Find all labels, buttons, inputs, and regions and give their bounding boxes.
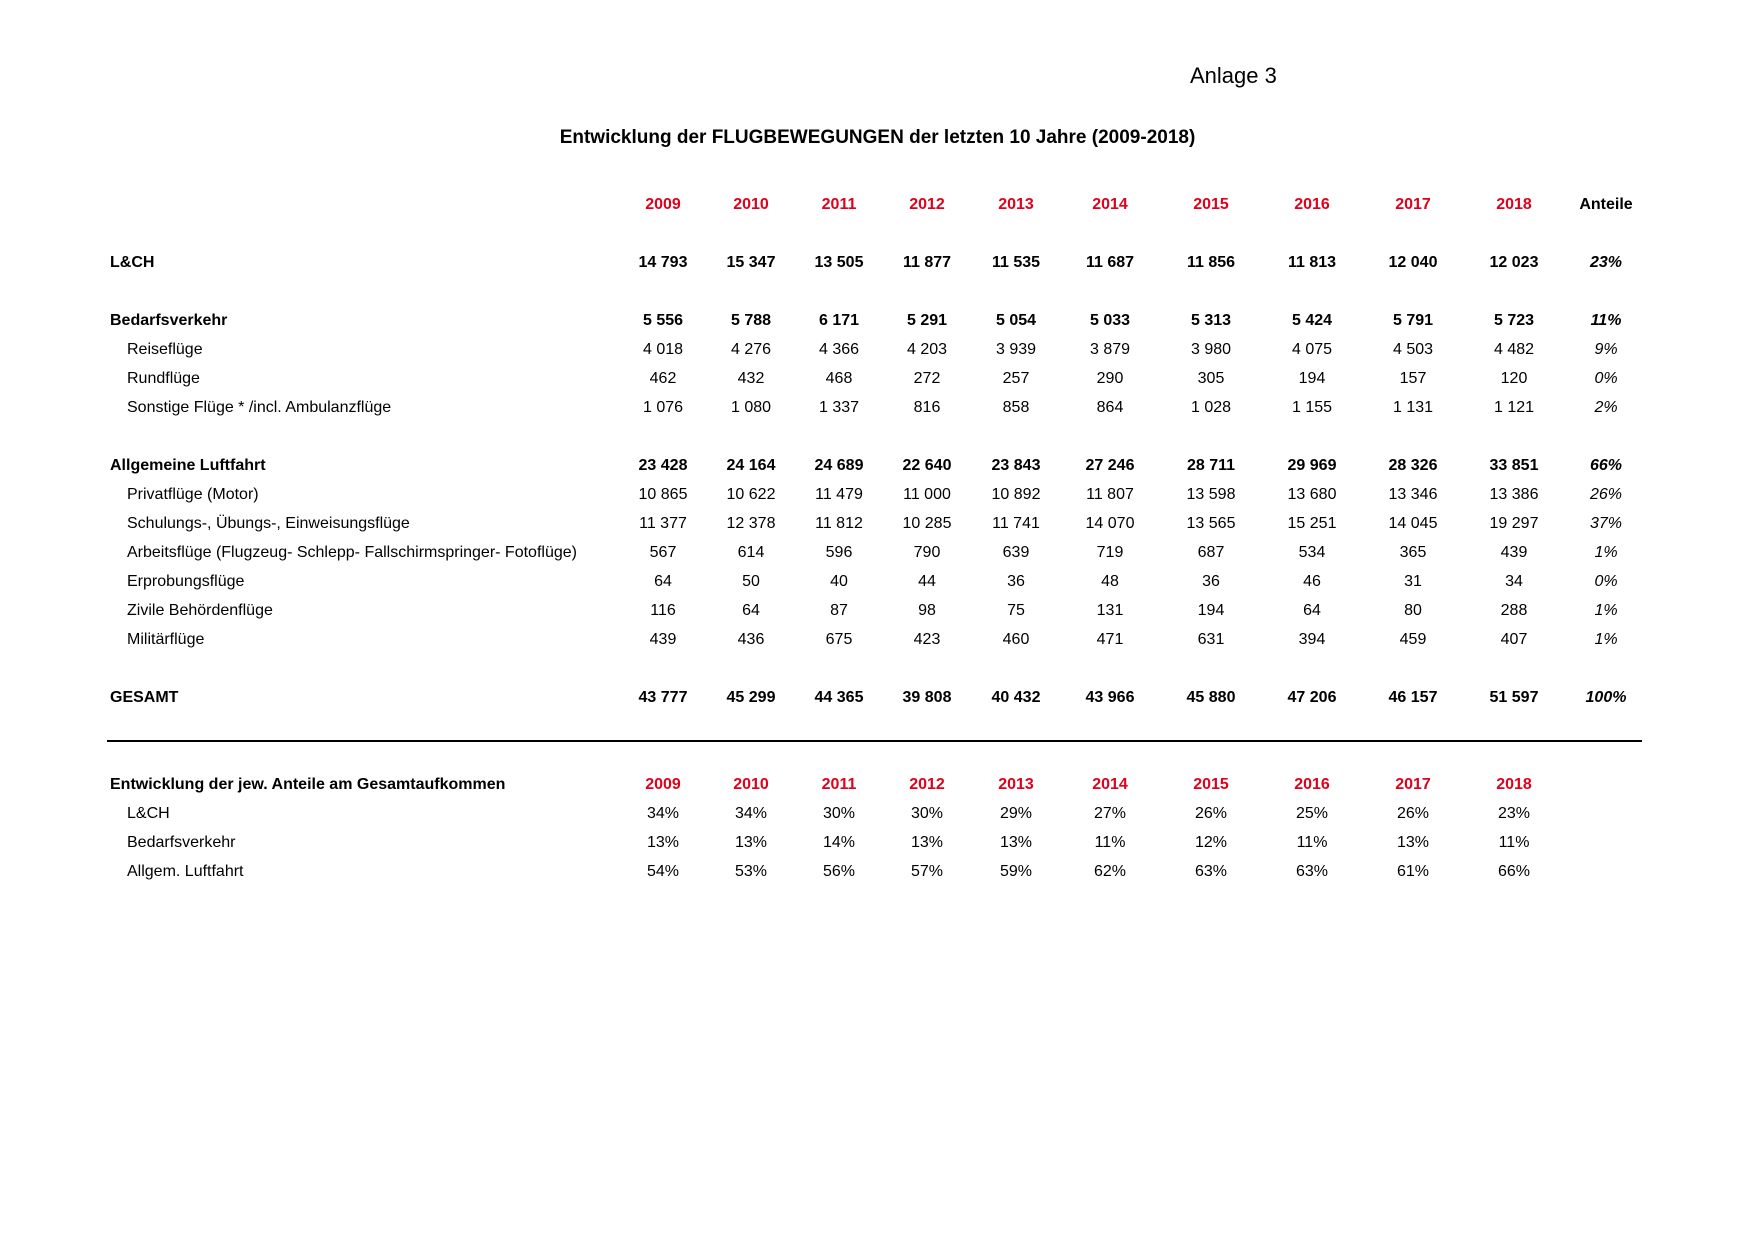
year-header: 2009: [645, 196, 681, 213]
value-cell: 39 808: [902, 689, 952, 706]
value-cell: 64: [742, 602, 760, 619]
percent-cell: 66%: [1497, 863, 1531, 880]
value-cell: 460: [1002, 631, 1030, 648]
value-cell: 131: [1096, 602, 1124, 619]
year-header: 2015: [1193, 776, 1229, 793]
subcategory-row: [0, 628, 1755, 652]
value-cell: 64: [1303, 602, 1321, 619]
share-header-row: [0, 773, 1755, 797]
row-label: L&CH: [127, 805, 170, 822]
value-cell: 6 171: [818, 312, 860, 329]
year-header: 2011: [821, 196, 857, 213]
percent-cell: 54%: [646, 863, 680, 880]
share-cell: 26%: [1589, 486, 1623, 503]
value-cell: 10 865: [638, 486, 688, 503]
value-cell: 64: [654, 573, 672, 590]
value-cell: 14 793: [638, 254, 688, 271]
row-label: GESAMT: [110, 689, 179, 706]
share-cell: 1%: [1594, 602, 1618, 619]
share-cell: 37%: [1589, 515, 1623, 532]
value-cell: 19 297: [1489, 515, 1539, 532]
percent-cell: 53%: [734, 863, 768, 880]
share-cell: 2%: [1594, 399, 1618, 416]
value-cell: 36: [1007, 573, 1025, 590]
percent-cell: 13%: [646, 834, 680, 851]
percent-cell: 13%: [734, 834, 768, 851]
value-cell: 272: [913, 370, 941, 387]
value-cell: 468: [825, 370, 853, 387]
value-cell: 11 813: [1287, 254, 1337, 271]
value-cell: 15 347: [726, 254, 776, 271]
value-cell: 534: [1298, 544, 1326, 561]
category-row: [0, 686, 1755, 710]
document-title: Entwicklung der FLUGBEWEGUNGEN der letzten 10 Jahre (2009-2018): [559, 127, 1196, 148]
value-cell: 23 843: [991, 457, 1041, 474]
value-cell: 5 723: [1493, 312, 1535, 329]
year-header: 2014: [1092, 776, 1128, 793]
year-header: 2012: [909, 196, 945, 213]
percent-cell: 27%: [1093, 805, 1127, 822]
value-cell: 12 040: [1388, 254, 1438, 271]
value-cell: 11 000: [903, 486, 951, 503]
percent-cell: 25%: [1295, 805, 1329, 822]
value-cell: 305: [1197, 370, 1225, 387]
percent-cell: 63%: [1295, 863, 1329, 880]
value-cell: 816: [913, 399, 941, 416]
value-cell: 3 939: [995, 341, 1037, 358]
percent-cell: 13%: [910, 834, 944, 851]
year-header: 2016: [1294, 776, 1330, 793]
value-cell: 45 880: [1186, 689, 1236, 706]
value-cell: 439: [1500, 544, 1528, 561]
value-cell: 11 877: [902, 254, 952, 271]
share-row: [0, 831, 1755, 855]
row-label: Rundflüge: [127, 370, 200, 387]
value-cell: 1 337: [818, 399, 860, 416]
percent-cell: 59%: [999, 863, 1033, 880]
value-cell: 11 741: [992, 515, 1040, 532]
value-cell: 116: [650, 602, 676, 619]
value-cell: 11 377: [639, 515, 687, 532]
subcategory-row: [0, 396, 1755, 420]
value-cell: 13 565: [1186, 515, 1236, 532]
value-cell: 36: [1202, 573, 1220, 590]
subcategory-row: [0, 512, 1755, 536]
year-header: 2013: [998, 196, 1034, 213]
share-cell: 0%: [1594, 370, 1618, 387]
value-cell: 1 155: [1291, 399, 1333, 416]
value-cell: 4 366: [818, 341, 860, 358]
year-header: 2017: [1395, 776, 1431, 793]
share-cell: 9%: [1594, 341, 1618, 358]
value-cell: 1 080: [730, 399, 772, 416]
value-cell: 5 788: [730, 312, 772, 329]
year-header: 2013: [998, 776, 1034, 793]
value-cell: 290: [1096, 370, 1124, 387]
subcategory-row: [0, 367, 1755, 391]
share-table-title: Entwicklung der jew. Anteile am Gesamtaufkommen: [110, 776, 506, 793]
value-cell: 11 807: [1086, 486, 1134, 503]
value-cell: 44: [918, 573, 936, 590]
divider-line: [107, 740, 1642, 742]
value-cell: 15 251: [1287, 515, 1337, 532]
value-cell: 44 365: [814, 689, 864, 706]
value-cell: 5 054: [995, 312, 1037, 329]
percent-cell: 61%: [1396, 863, 1430, 880]
year-header: 2012: [909, 776, 945, 793]
percent-cell: 62%: [1093, 863, 1127, 880]
year-header: 2018: [1496, 776, 1532, 793]
row-label: L&CH: [110, 254, 155, 271]
value-cell: 80: [1404, 602, 1422, 619]
value-cell: 257: [1002, 370, 1030, 387]
share-cell: 1%: [1594, 544, 1618, 561]
value-cell: 43 777: [638, 689, 688, 706]
value-cell: 12 378: [726, 515, 776, 532]
percent-cell: 29%: [999, 805, 1033, 822]
share-cell: 1%: [1594, 631, 1618, 648]
value-cell: 23 428: [638, 457, 688, 474]
year-header: 2017: [1395, 196, 1431, 213]
value-cell: 98: [918, 602, 936, 619]
percent-cell: 56%: [822, 863, 856, 880]
value-cell: 28 711: [1186, 457, 1236, 474]
value-cell: 40 432: [991, 689, 1041, 706]
year-header: 2016: [1294, 196, 1330, 213]
value-cell: 1 028: [1190, 399, 1232, 416]
subcategory-row: [0, 599, 1755, 623]
value-cell: 31: [1404, 573, 1422, 590]
value-cell: 365: [1399, 544, 1427, 561]
value-cell: 4 018: [642, 341, 684, 358]
value-cell: 50: [742, 573, 760, 590]
year-header: 2011: [821, 776, 857, 793]
value-cell: 4 203: [906, 341, 948, 358]
subcategory-row: [0, 541, 1755, 565]
percent-cell: 13%: [999, 834, 1033, 851]
value-cell: 48: [1101, 573, 1119, 590]
value-cell: 858: [1002, 399, 1030, 416]
value-cell: 4 482: [1493, 341, 1535, 358]
share-header: Anteile: [1579, 196, 1633, 213]
category-row: [0, 309, 1755, 333]
row-label: Allgem. Luftfahrt: [127, 863, 244, 880]
value-cell: 46: [1303, 573, 1321, 590]
value-cell: 13 386: [1489, 486, 1539, 503]
value-cell: 14 045: [1388, 515, 1438, 532]
value-cell: 436: [737, 631, 765, 648]
year-header: 2015: [1193, 196, 1229, 213]
value-cell: 22 640: [902, 457, 952, 474]
value-cell: 11 535: [991, 254, 1041, 271]
value-cell: 5 424: [1291, 312, 1333, 329]
subcategory-row: [0, 338, 1755, 362]
value-cell: 87: [830, 602, 848, 619]
row-label: Bedarfsverkehr: [127, 834, 236, 851]
value-cell: 43 966: [1085, 689, 1135, 706]
value-cell: 459: [1399, 631, 1427, 648]
value-cell: 423: [913, 631, 941, 648]
value-cell: 790: [913, 544, 941, 561]
year-header: 2010: [733, 776, 769, 793]
value-cell: 11 687: [1085, 254, 1135, 271]
value-cell: 14 070: [1085, 515, 1135, 532]
value-cell: 28 326: [1388, 457, 1438, 474]
share-cell: 11%: [1590, 312, 1622, 329]
value-cell: 27 246: [1085, 457, 1135, 474]
value-cell: 462: [649, 370, 677, 387]
value-cell: 11 812: [815, 515, 863, 532]
value-cell: 34: [1505, 573, 1523, 590]
percent-cell: 30%: [910, 805, 944, 822]
value-cell: 394: [1298, 631, 1326, 648]
value-cell: 11 479: [815, 486, 863, 503]
value-cell: 10 285: [902, 515, 952, 532]
row-label: Bedarfsverkehr: [110, 312, 228, 329]
row-label: Privatflüge (Motor): [127, 486, 259, 503]
row-label: Schulungs-, Übungs-, Einweisungsflüge: [127, 515, 410, 532]
share-row: [0, 860, 1755, 884]
value-cell: 631: [1197, 631, 1225, 648]
value-cell: 5 313: [1190, 312, 1232, 329]
row-label: Reiseflüge: [127, 341, 203, 358]
value-cell: 567: [649, 544, 677, 561]
percent-cell: 34%: [734, 805, 768, 822]
value-cell: 596: [825, 544, 853, 561]
year-header: 2014: [1092, 196, 1128, 213]
percent-cell: 26%: [1396, 805, 1430, 822]
percent-cell: 11%: [1296, 834, 1328, 851]
row-label: Allgemeine Luftfahrt: [110, 457, 266, 474]
percent-cell: 13%: [1396, 834, 1430, 851]
value-cell: 5 556: [642, 312, 684, 329]
value-cell: 120: [1500, 370, 1528, 387]
subcategory-row: [0, 483, 1755, 507]
percent-cell: 11%: [1498, 834, 1530, 851]
share-cell: 0%: [1594, 573, 1618, 590]
annex-label: Anlage 3: [1190, 63, 1277, 88]
value-cell: 4 276: [730, 341, 772, 358]
year-header: 2009: [645, 776, 681, 793]
value-cell: 5 791: [1392, 312, 1434, 329]
value-cell: 719: [1096, 544, 1124, 561]
category-row: [0, 251, 1755, 275]
share-cell: 100%: [1585, 689, 1627, 706]
value-cell: 864: [1096, 399, 1124, 416]
value-cell: 157: [1399, 370, 1427, 387]
value-cell: 12 023: [1489, 254, 1539, 271]
category-row: [0, 454, 1755, 478]
row-label: Zivile Behördenflüge: [127, 602, 273, 619]
value-cell: 1 131: [1392, 399, 1434, 416]
value-cell: 45 299: [726, 689, 776, 706]
value-cell: 24 164: [726, 457, 776, 474]
value-cell: 439: [649, 631, 677, 648]
row-label: Erprobungsflüge: [127, 573, 245, 590]
value-cell: 194: [1197, 602, 1225, 619]
percent-cell: 57%: [910, 863, 944, 880]
value-cell: 46 157: [1388, 689, 1438, 706]
value-cell: 471: [1096, 631, 1124, 648]
value-cell: 4 075: [1291, 341, 1333, 358]
value-cell: 40: [830, 573, 848, 590]
value-cell: 194: [1298, 370, 1326, 387]
year-header-row: [0, 193, 1755, 217]
percent-cell: 30%: [822, 805, 856, 822]
year-header: 2018: [1496, 196, 1532, 213]
row-label: Sonstige Flüge * /incl. Ambulanzflüge: [127, 399, 392, 416]
value-cell: 13 505: [814, 254, 864, 271]
value-cell: 675: [825, 631, 853, 648]
value-cell: 13 598: [1186, 486, 1236, 503]
percent-cell: 11%: [1094, 834, 1126, 851]
row-label: Militärflüge: [127, 631, 205, 648]
value-cell: 4 503: [1392, 341, 1434, 358]
value-cell: 639: [1002, 544, 1030, 561]
value-cell: 75: [1007, 602, 1025, 619]
year-header: 2010: [733, 196, 769, 213]
percent-cell: 12%: [1194, 834, 1228, 851]
value-cell: 5 033: [1089, 312, 1131, 329]
value-cell: 47 206: [1287, 689, 1337, 706]
percent-cell: 26%: [1194, 805, 1228, 822]
value-cell: 10 622: [726, 486, 776, 503]
share-cell: 23%: [1589, 254, 1623, 271]
value-cell: 24 689: [814, 457, 864, 474]
row-label: Arbeitsflüge (Flugzeug- Schlepp- Fallschirmspringer- Fotoflüge): [127, 544, 577, 561]
value-cell: 407: [1500, 631, 1528, 648]
percent-cell: 63%: [1194, 863, 1228, 880]
value-cell: 13 346: [1388, 486, 1438, 503]
value-cell: 51 597: [1489, 689, 1539, 706]
value-cell: 13 680: [1287, 486, 1337, 503]
value-cell: 432: [737, 370, 765, 387]
percent-cell: 14%: [822, 834, 856, 851]
subcategory-row: [0, 570, 1755, 594]
value-cell: 5 291: [906, 312, 948, 329]
value-cell: 687: [1197, 544, 1225, 561]
value-cell: 1 121: [1493, 399, 1535, 416]
value-cell: 11 856: [1186, 254, 1236, 271]
value-cell: 1 076: [642, 399, 684, 416]
percent-cell: 34%: [646, 805, 680, 822]
value-cell: 3 879: [1089, 341, 1131, 358]
value-cell: 288: [1500, 602, 1528, 619]
percent-cell: 23%: [1497, 805, 1531, 822]
value-cell: 10 892: [991, 486, 1041, 503]
share-row: [0, 802, 1755, 826]
value-cell: 29 969: [1287, 457, 1337, 474]
value-cell: 614: [737, 544, 765, 561]
value-cell: 3 980: [1190, 341, 1232, 358]
share-cell: 66%: [1589, 457, 1623, 474]
value-cell: 33 851: [1489, 457, 1539, 474]
